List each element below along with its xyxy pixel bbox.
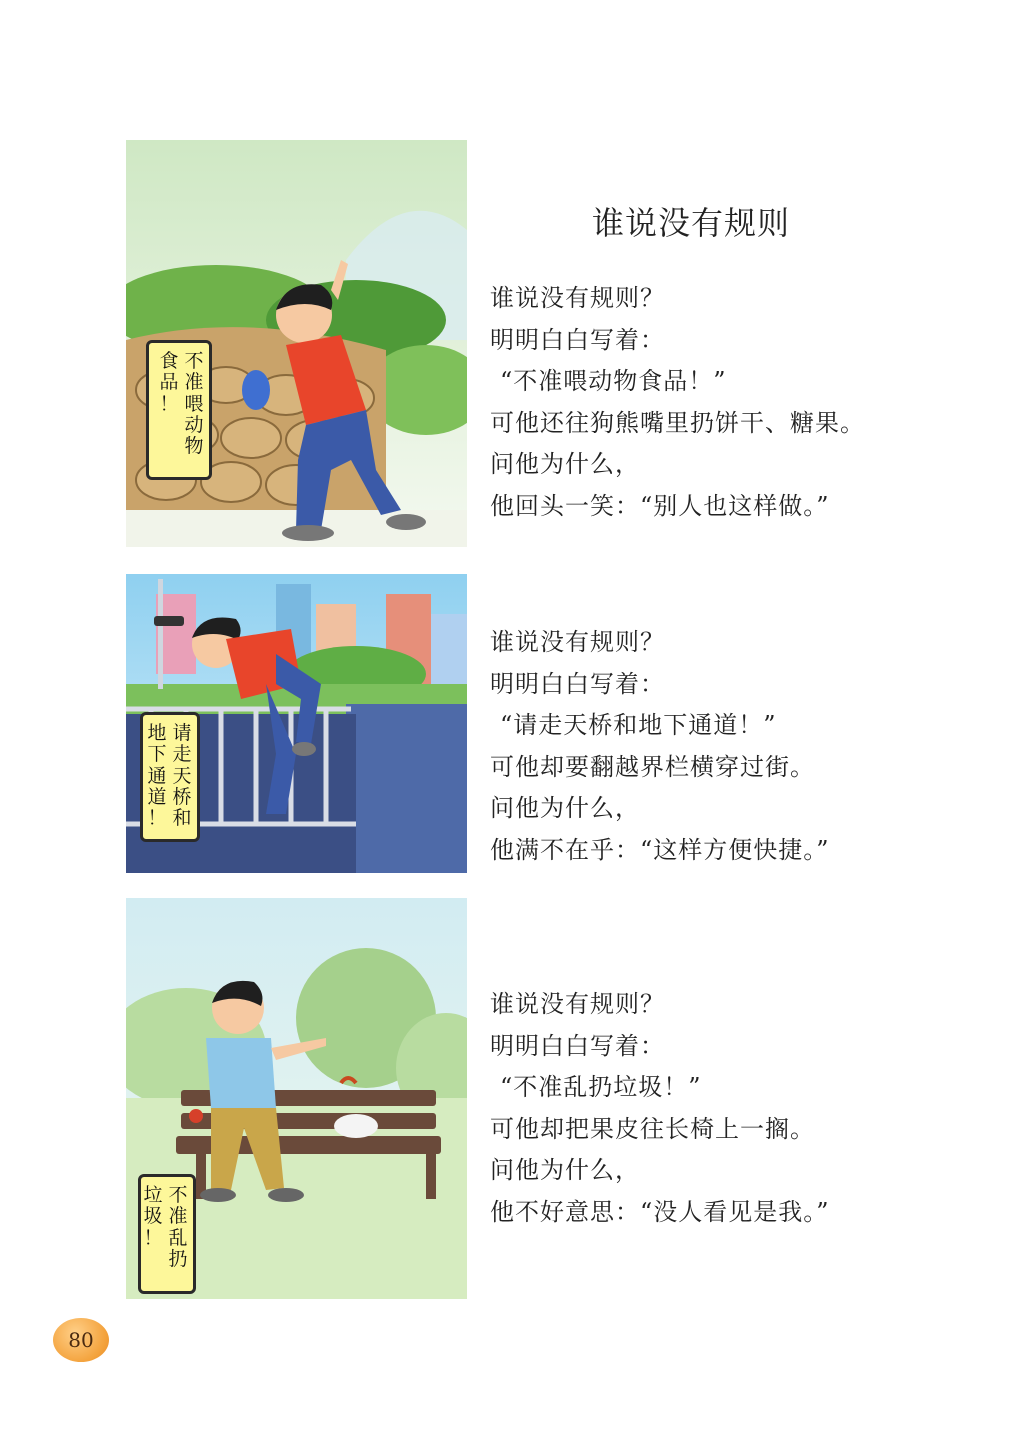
poem-line: 谁说没有规则？ xyxy=(490,990,665,1018)
poem-line: 可他却要翻越界栏横穿过街。 xyxy=(490,752,815,781)
poem-line: “不准乱扔垃圾！” xyxy=(500,1073,702,1102)
poem-line: 明明白白写着： xyxy=(490,1031,665,1060)
poem-line: 问他为什么， xyxy=(490,794,640,823)
poem-line: 明明白白写着： xyxy=(490,669,665,698)
sign-char: ！ xyxy=(147,807,167,830)
sign-char: 准 xyxy=(168,1205,188,1228)
sign-char: 垃 xyxy=(143,1184,163,1206)
sign-char: 天 xyxy=(172,764,192,787)
poem-line: 谁说没有规则？ xyxy=(490,628,665,656)
sign-char: 桥 xyxy=(172,785,192,808)
poem-line: “不准喂动物食品！” xyxy=(500,367,727,396)
sign-no-littering xyxy=(138,1174,196,1294)
poem-line: 他满不在乎：“这样方便快捷。” xyxy=(490,835,830,864)
sign-char: ！ xyxy=(143,1226,163,1249)
sign-char: 喂 xyxy=(184,392,204,415)
sign-char: 道 xyxy=(147,785,167,808)
poem-line: 他不好意思：“没人看见是我。” xyxy=(490,1197,830,1226)
illustration-park xyxy=(126,898,467,1299)
sign-no-feeding xyxy=(146,340,212,480)
poem-line: 可他却把果皮往长椅上一搁。 xyxy=(490,1114,815,1143)
sign-char: 物 xyxy=(184,435,204,458)
poem-line: 他回头一笑：“别人也这样做。” xyxy=(490,491,830,520)
sign-char: 下 xyxy=(147,743,167,766)
poem-stanza xyxy=(490,278,865,528)
poem-line: 问他为什么， xyxy=(490,450,640,479)
sign-column xyxy=(146,723,168,831)
sign-char: 不 xyxy=(168,1184,188,1206)
poem-stanza xyxy=(490,984,830,1234)
illustration-street xyxy=(126,574,467,873)
sign-column xyxy=(171,723,193,831)
sign-char: 圾 xyxy=(143,1205,163,1228)
sign-column xyxy=(158,351,180,469)
poem-line: 明明白白写着： xyxy=(490,325,665,354)
sign-column xyxy=(183,351,205,469)
sign-column xyxy=(142,1185,164,1283)
sign-char: 食 xyxy=(159,350,179,372)
sign-char: 品 xyxy=(159,371,179,394)
sign-char: 地 xyxy=(147,722,167,744)
sign-char: 通 xyxy=(147,764,167,787)
sign-char: 扔 xyxy=(168,1247,188,1270)
sign-char: 准 xyxy=(184,371,204,394)
poem-line: 谁说没有规则？ xyxy=(490,284,665,312)
poem-title: 谁说没有规则 xyxy=(592,204,791,242)
sign-use-overpass xyxy=(140,712,200,842)
sign-char: 请 xyxy=(172,722,192,744)
sign-char: 不 xyxy=(184,350,204,372)
sign-char: 和 xyxy=(172,807,192,830)
sign-char: ！ xyxy=(159,392,179,415)
page-number: 80 xyxy=(53,1318,109,1362)
sign-char: 动 xyxy=(184,413,204,436)
sign-column xyxy=(167,1185,189,1283)
poem-line: 可他还往狗熊嘴里扔饼干、糖果。 xyxy=(490,408,865,437)
poem-stanza xyxy=(490,622,830,872)
poem-line: 问他为什么， xyxy=(490,1156,640,1185)
illustration-zoo xyxy=(126,140,467,547)
poem-line: “请走天桥和地下通道！” xyxy=(500,711,777,740)
sign-char: 走 xyxy=(172,743,192,766)
sign-char: 乱 xyxy=(168,1226,188,1249)
